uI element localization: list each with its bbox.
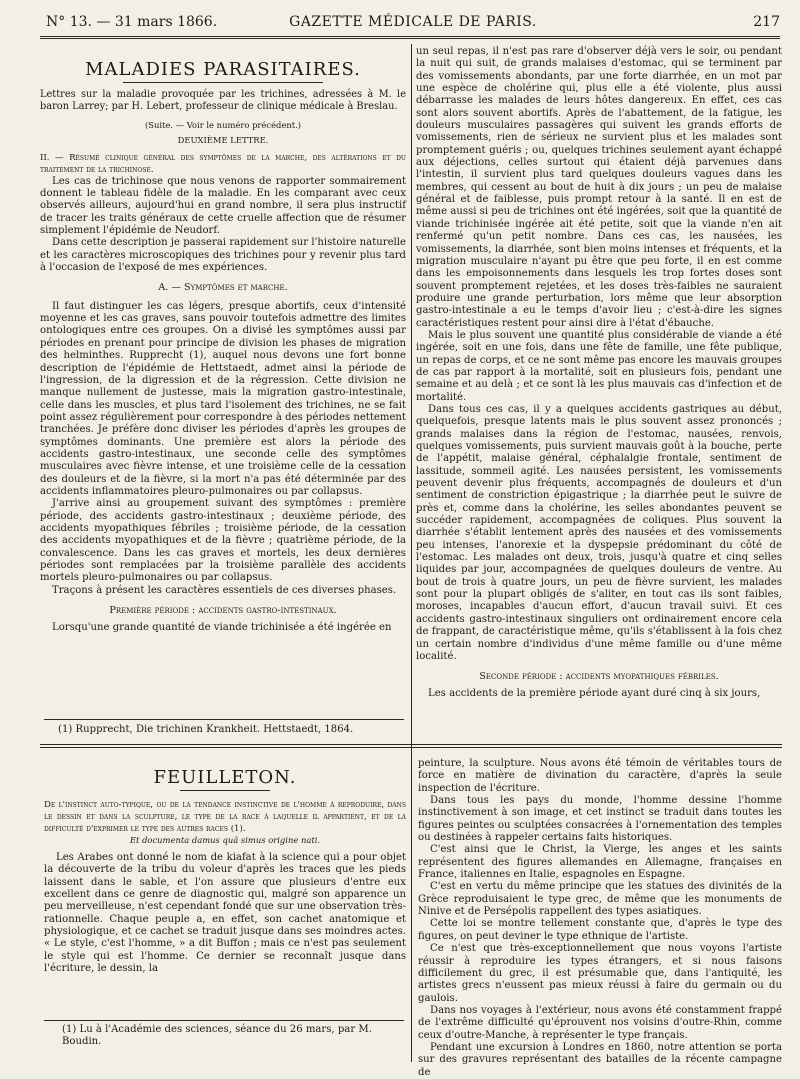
paragraph: Dans cette description je passerai rapidement sur l'histoire naturelle et les caractères microscopiques des trichines pour y revenir plus tard à l'occasion de l'exposé de mes expériences. (40, 237, 406, 274)
paragraph: C'est ainsi que le Christ, la Vierge, les anges et les saints représentent des figures allemandes en Allemagne, françaises en France, italiennes en Italie, espagnoles en Espagne. (418, 844, 782, 881)
paragraph: Lorsqu'une grande quantité de viande trichinisée a été ingérée en (52, 622, 392, 634)
chapter-heading: II. — Résumé clinique général des symptômes de la marche, des altérations et du traitement de la trichinose. (40, 152, 406, 175)
page-number: 217 (753, 14, 780, 30)
paragraph: Les accidents de la première période ayant duré cinq à six jours, (428, 688, 761, 700)
issue-date: N° 13. — 31 mars 1866. (46, 14, 218, 30)
column-divider-lower (411, 752, 412, 1062)
paragraph: Les Arabes ont donné le nom de kiafat à la science qui a pour objet la découverte de la tribu du voleur d'après les traces que les pieds laissent dans le sable, et l'on assure que plusieurs d'entre eux excellent dans ce genre de diagnostic qui, malgré son apparence un peu merveilleuse, n'est cependant fondé que sur une observation très-rationnelle. Chaque peuple a, en effet, son cachet anatomique et physiologique, et ce cachet se traduit jusque dans ses moindres actes. « Le style, c'est l'homme, » a dit Buffon ; mais ce n'est pas seulement le style qui est l'homme. Ce dernier se reconnaît jusque dans l'écriture, le dessin, la (44, 852, 406, 975)
epigraph: Et documenta damus quâ simus origine nati. (129, 835, 321, 845)
subsection-heading: A. — Symptômes et marche. (158, 282, 288, 294)
header-rule-2 (40, 38, 780, 39)
column-divider-upper (411, 44, 412, 756)
paragraph: un seul repas, il n'est pas rare d'observer déjà vers le soir, ou pendant la nuit qui suit, de grands malaises d'estomac, qui se terminent par des vomissements abondants, par une forte diarrhée, en un mot par une espèce de cholérine qui, plus elle a été violente, plus aussi débarrasse les malades de leurs hôtes dangereux. En effet, ces cas sont alors souvent abortifs. Après de l'abattement, de la fatigue, les douleurs musculaires passagères qui suivent les grands efforts de vomissements, rien de sérieux ne survient plus et les malades sont promptement guéris ; ou, quelques trichines seulement ayant échappé aux déjections, celles surtout qui étaient déjà parvenues dans l'intestin, il survient plus tard quelques douleurs vagues dans les membres, qui cessent au bout de huit à dix jours ; un peu de malaise général et de faiblesse, puis prompt retour à la santé. Il en est de même aussi si peu de trichines ont été ingérées, soit que la quantité de viande trichinisée ingérée ait été petite, soit que la viande n'en ait renfermé qu'un petit nombre. Dans ces cas, les nausées, les vomissements, la diarrhée, sont bien moins intenses et fréquents, et la migration musculaire n'ayant pu être que peu forte, il en est comme dans les empoisonnements dans lesquels les trop fortes doses sont souvent promptement rejetées, et les doses très-faibles ne sauraient produire une grande perturbation, lors même que leur absorption gastro-intestinale a eu le temps d'avoir lieu ; c'est-à-dire les signes caractéristiques restent pour ainsi dire à l'état d'ébauche. (416, 46, 782, 329)
paragraph: C'est en vertu du même principe que les statues des divinités de la Grèce reproduisaient le type grec, de même que les monuments de Ninive et de Persépolis rappellent des types asiatiques. (418, 881, 782, 918)
footnote: (1) Lu à l'Académie des sciences, séance du 26 mars, par M. Boudin. (62, 1024, 372, 1047)
feuilleton-rule (40, 744, 782, 745)
feuilleton-title-rule (180, 790, 270, 791)
paragraph: Les cas de trichinose que nous venons de rapporter sommairement donnent le tableau fidèle de la maladie. En les comparant avec ceux observés ailleurs, aujourd'hui en grand nombre, il sera plus instructif de tracer les traits généraux de cette cruelle affection que de résumer simplement l'épidémie de Neudorf. (40, 175, 406, 237)
footnote-rule (44, 719, 404, 720)
paragraph: Dans nos voyages à l'extérieur, nous avons été constamment frappé de l'extrême difficulté qu'éprouvent nos voisins d'outre-Rhin, comme ceux d'outre-Manche, à représenter le type français. (418, 1004, 782, 1041)
article-left-column (40, 54, 406, 714)
header-rule (40, 36, 780, 37)
continued-note: (Suite. — Voir le numéro précédent.) (144, 119, 302, 130)
journal-title: GAZETTE MÉDICALE DE PARIS. (289, 14, 537, 30)
period-heading: Première période : accidents gastro-intestinaux. (109, 605, 337, 617)
paragraph: Il faut distinguer les cas légers, presque abortifs, ceux d'intensité moyenne et les cas graves, sans pouvoir toutefois admettre des limites ontologiques entre ces groupes. On a divisé les symptômes aussi par périodes en prenant pour principe de division les phases de migration des helminthes. Rupprecht (1), auquel nous devons une fort bonne description de l'épidémie de Hettstaedt, admet ainsi la période de l'ingression, de la digression et de la régression. Cette division ne manque nullement de justesse, mais la migration gastro-intestinale, celle dans les muscles, et plus tard l'isolement des trichines, ne se fait point assez régulièrement pour correspondre à des périodes nettement tranchées. Je préfère donc diviser les périodes d'après les groupes de symptômes dominants. Une première est alors la période des accidents gastro-intestinaux, une seconde celle des symptômes musculaires avec fièvre intense, et une troisième celle de la cessation des douleurs et de la fièvre, si la mort n'a pas été déterminée par des accidents inflammatoires pleuro-pulmonaires ou par collapsus. (40, 300, 406, 497)
paragraph: J'arrive ainsi au groupement suivant des symptômes : première période, des accidents gastro-intestinaux ; deuxième période, des accidents myopathiques fébriles ; troisième période, de la cessation des accidents myopathiques et de la fièvre ; quatrième période, de la convalescence. Dans les cas graves et mortels, les deux dernières périodes sont remplacées par la troisième parallèle des accidents mortels pleuro-pulmonaires ou par collapsus. (40, 498, 406, 584)
running-header (46, 14, 780, 36)
paragraph: peinture, la sculpture. Nous avons été témoin de véritables tours de force en matière de divination du caractère, d'après la seule inspection de l'écriture. (418, 758, 782, 794)
feuilleton-rule-2 (40, 747, 782, 748)
footnote-rule (44, 1020, 404, 1021)
section-title-rule (123, 82, 323, 83)
paragraph: Cette loi se montre tellement constante que, d'après le type des figures, on peut deviner le type ethnique de l'artiste. (418, 918, 782, 942)
feuilleton-heading: De l'instinct auto-typique, ou de la tendance instinctive de l'homme à reproduire, dans le dessin et dans la sculpture, le type de la race à laquelle il appartient, et de la difficulté d'exprimer le type des autres races (1). (44, 800, 406, 834)
paragraph: Dans tous les pays du monde, l'homme dessine l'homme instinctivement à son image, et cet instinct se traduit dans toutes les figures peintes ou sculptées consacrées à l'ornementation des temples ou destinées à rappeler certains faits historiques. (418, 795, 782, 844)
paragraph: Ce n'est que très-exceptionnellement que nous voyons l'artiste réussir à reproduire les types étrangers, et si nous faisons difficilement du grec, il est présumable que, dans l'antiquité, les artistes grecs n'eussent pas mieux réussi à faire du germain ou du gaulois. (418, 943, 782, 1004)
footnote: (1) Rupprecht, Die trichinen Krankheit. Hettstaedt, 1864. (58, 724, 354, 735)
paragraph: Pendant une excursion à Londres en 1860, notre attention se porta sur des gravures représentant des batailles de la récente campagne de (418, 1041, 782, 1078)
article-right-column (416, 46, 782, 758)
paragraph: Mais le plus souvent une quantité plus considérable de viande a été ingérée, soit en une fois, dans une fête de famille, une fête publique, un repas de corps, et ce ne sont même pas encore les mauvais groupes de cas par rapport à la mortalité, soit en plusieurs fois, pendant une semaine et au delà ; et ce sont là les plus mauvais cas d'infection et de mortalité. (416, 329, 782, 403)
article-heading: Lettres sur la maladie provoquée par les trichines, adressées à M. le baron Larrey; par H. Lebert, professeur de clinique médicale à Breslau. (40, 89, 406, 113)
feuilleton-left-column (44, 762, 406, 1017)
letter-number: DEUXIÈME LETTRE. (177, 134, 269, 145)
period-heading: Seconde période : accidents myopathiques fébriles. (479, 671, 719, 683)
feuilleton-title: FEUILLETON. (153, 767, 297, 788)
feuilleton-right-column (418, 758, 782, 1078)
paragraph: Dans tous ces cas, il y a quelques accidents gastriques au début, quelquefois, presque latents mais le plus souvent assez prononcés ; grands malaises dans la région de l'estomac, nausées, renvois, quelques vomissements, puis survient mauvais goût à la bouche, perte de l'appétit, malaise général, céphalalgie frontale, sentiment de lassitude, sommeil agité. Les nausées persistent, les vomissements peuvent devenir plus fréquents, accompagnés de douleurs et d'un sentiment de constriction épigastrique ; la diarrhée peut le suivre de près et, comme dans la cholérine, les selles abondantes peuvent se succéder rapidement, accompagnées de coliques. Plus souvent la diarrhée s'établit lentement après des nausées et des vomissements peu intenses, l'anorexie et la dyspepsie prédominant du côté de l'estomac. Les malades ont deux, trois, jusqu'à quatre et cinq selles liquides par jour, accompagnées de quelques douleurs de ventre. Au bout de trois à quatre jours, un peu de fièvre survient, les malades sont pour la plupart obligés de s'aliter, en tout cas ils sont faibles, moroses, incapables d'aucun effort, d'aucun travail suivi. Et ces accidents gastro-intestinaux singuliers ont ordinairement encore cela de frappant, de caractéristique même, qu'ils s'établissent à la fois chez un certain nombre d'individus d'une même famille ou d'une même localité. (416, 403, 782, 662)
section-title: MALADIES PARASITAIRES. (85, 59, 361, 80)
paragraph: Traçons à présent les caractères essentiels de ces diverses phases. (52, 584, 397, 596)
